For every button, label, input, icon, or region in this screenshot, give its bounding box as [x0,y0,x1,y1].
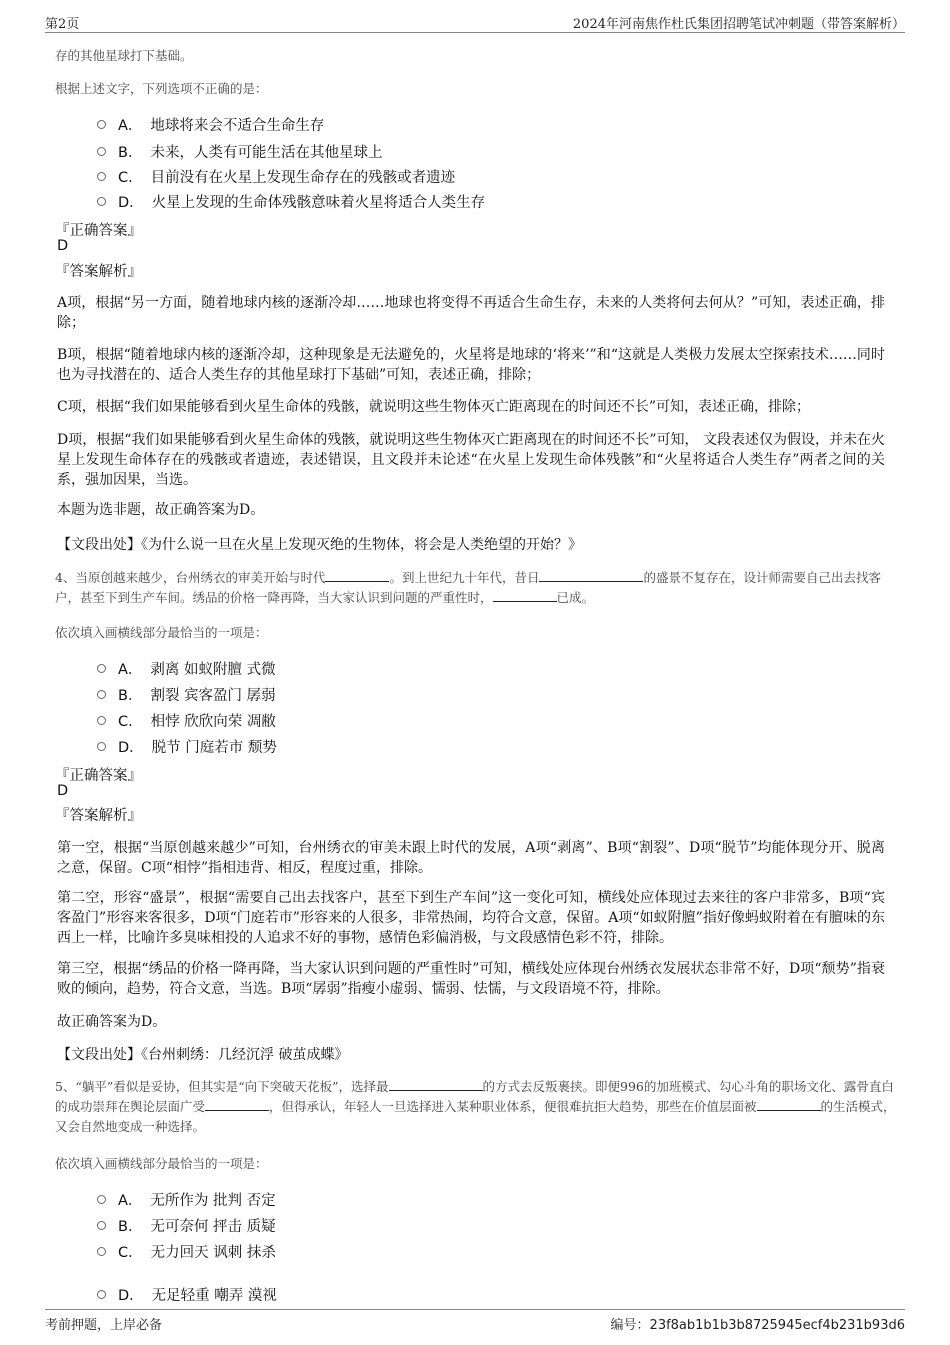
radio-icon[interactable] [97,197,106,206]
q4-prompt: 依次填入画横线部分最恰当的一项是： [55,625,268,640]
q5-option-c[interactable]: C． 无力回天 讽刺 抹杀 [97,1241,276,1262]
q5-stem: 5、“躺平”看似是妥协，但其实是“向下突破天花板”，选择最 的方式去反叛裹挟。即便996的加班模式、勾心斗角的职场文化、露骨直白的成功崇拜在舆论层面广受 ，但得承认，年轻人一旦选择进入某种职业体系，便很难抗拒大趋势，那些在价值层面被 的生活模式，又会自然地变成一种选择。 [55,1079,896,1134]
document-title: 2024年河南焦作杜氏集团招聘笔试冲刺题（带答案解析） [572,17,905,32]
q3-option-d[interactable]: D． 火星上发现的生命体残骸意味着火星将适合人类生存 [97,191,485,212]
footer-code [611,1314,905,1333]
radio-icon[interactable] [97,1290,106,1299]
q3-source: 【文段出处】《为什么说一旦在火星上发现灭绝的生物体，将会是人类绝望的开始？》 [57,537,582,553]
q4-analysis-3: 第三空，根据“绣品的价格一降再降，当大家认识到问题的严重性时”可知，横线处应体现台州绣衣发展状态非常不好，D项“颓势”指衰败的倾向，趋势，符合文意，当选。B项“孱弱”指瘦小虚弱、懦弱、怯懦，与文段语境不符，排除。 [57,961,885,997]
q4-conclusion: 故正确答案为D。 [57,1014,167,1030]
q4-source: 【文段出处】《台州刺绣：几经沉浮 破茧成蝶》 [57,1047,349,1063]
q3-analysis-b: B项，根据“随着地球内核的逐渐冷却，这种现象是无法避免的，火星将是地球的‘将来’”和“这就是人类极力发展太空探索技术……同时也为寻找潜在的、适合人类生存的其他星球打下基础”可知，表述正确，排除； [57,347,885,383]
q5-blank-1 [389,1077,483,1091]
q5-prompt: 依次填入画横线部分最恰当的一项是： [55,1156,268,1171]
q3-analysis-a: A项，根据“另一方面，随着地球内核的逐渐冷却……地球也将变得不再适合生命生存，未来的人类将何去何从？”可知，表述正确，排除； [57,295,885,331]
q3-answer: D [57,238,69,254]
radio-icon[interactable] [97,1247,106,1256]
radio-icon[interactable] [97,664,106,673]
q5-option-d[interactable]: D． 无足轻重 嘲弄 漠视 [97,1284,277,1305]
footer-divider [45,1309,905,1310]
q4-option-d[interactable]: D． 脱节 门庭若市 颓势 [97,736,277,757]
page-number: 第2页 [45,17,80,32]
footer-code-value: 23f8ab1b1b3b8725945ecf4b231b93d6 [649,1318,905,1333]
q4-answer-label: 『正确答案』 [55,768,142,784]
q4-stem: 4、当原创越来越少，台州绣衣的审美开始与时代 。到上世纪九十年代，昔日 的盛景不复存在，设计师需要自己出去找客户，甚至下到生产车间。绣品的价格一降再降，当大家认识到问题的严重性时， 已成。 [55,570,882,605]
q3-analysis-d: D项，根据“我们如果能够看到火星生命体的残骸，就说明这些生物体灭亡距离现在的时间还不长”可知， 文段表述仅为假设，并未在火星上发现生命体存在的残骸或者遗迹，表述错误，且文段并未论述“在火星上发现生命体残骸”和“火星将适合人类生存”两者之间的关系，强加因果，当选。 [57,432,885,488]
radio-icon[interactable] [97,120,106,129]
q4-option-a[interactable]: A． 剥离 如蚁附膻 式微 [97,658,276,679]
header-divider [45,32,905,33]
radio-icon[interactable] [97,716,106,725]
q3-passage-tail: 存的其他星球打下基础。 [55,48,193,63]
q4-option-b[interactable]: B． 割裂 宾客盈门 孱弱 [97,684,276,705]
q3-option-c[interactable]: C． 目前没有在火星上发现生命存在的残骸或者遗迹 [97,166,455,187]
q4-analysis-1: 第一空，根据“当原创越来越少”可知，台州绣衣的审美未跟上时代的发展，A项“剥离”、B项“割裂”、D项“脱节”均能体现分开、脱离之意，保留。C项“相悖”指相违背、相反，程度过重，排除。 [57,840,885,876]
q3-conclusion: 本题为选非题，故正确答案为D。 [57,502,265,518]
q4-answer: D [57,783,69,799]
radio-icon[interactable] [97,742,106,751]
footer-code-label: 编号： [610,1318,650,1333]
radio-icon[interactable] [97,690,106,699]
q3-option-a[interactable]: A． 地球将来会不适合生命生存 [97,114,324,135]
q4-analysis-2: 第二空，形容“盛景”，根据“需要自己出去找客户，甚至下到生产车间”这一变化可知，横线处应体现过去来往的客户非常多，B项“宾客盈门”形容来客很多，D项“门庭若市”形容来的人很多，非常热闹，均符合文意，保留。A项“如蚁附膻”指好像蚂蚁附着在有膻味的东西上一样，比喻许多臭味相投的人追求不好的事物，感情色彩偏消极，与文段感情色彩不符，排除。 [57,890,885,946]
q3-analysis-c: C项，根据“我们如果能够看到火星生命体的残骸，就说明这些生物体灭亡距离现在的时间还不长”可知，表述正确，排除； [57,399,811,415]
q3-analysis-label: 『答案解析』 [55,264,142,280]
q3-prompt: 根据上述文字，下列选项不正确的是： [55,81,268,96]
q5-option-b[interactable]: B． 无可奈何 抨击 质疑 [97,1215,276,1236]
radio-icon[interactable] [97,1221,106,1230]
q5-option-a[interactable]: A． 无所作为 批判 否定 [97,1189,276,1210]
q4-analysis-label: 『答案解析』 [55,808,142,824]
q5-blank-3 [757,1097,821,1111]
radio-icon[interactable] [97,172,106,181]
radio-icon[interactable] [97,1195,106,1204]
q3-answer-label: 『正确答案』 [55,223,142,239]
q3-option-b[interactable]: B． 未来，人类有可能生活在其他星球上 [97,141,382,162]
q4-option-c[interactable]: C． 相悖 欣欣向荣 凋敝 [97,710,276,731]
q4-blank-2 [539,568,643,582]
footer-slogan: 考前押题，上岸必备 [45,1318,163,1333]
q5-blank-2 [205,1097,269,1111]
radio-icon[interactable] [97,147,106,156]
q4-blank-3 [493,588,557,602]
q4-blank-1 [325,568,389,582]
